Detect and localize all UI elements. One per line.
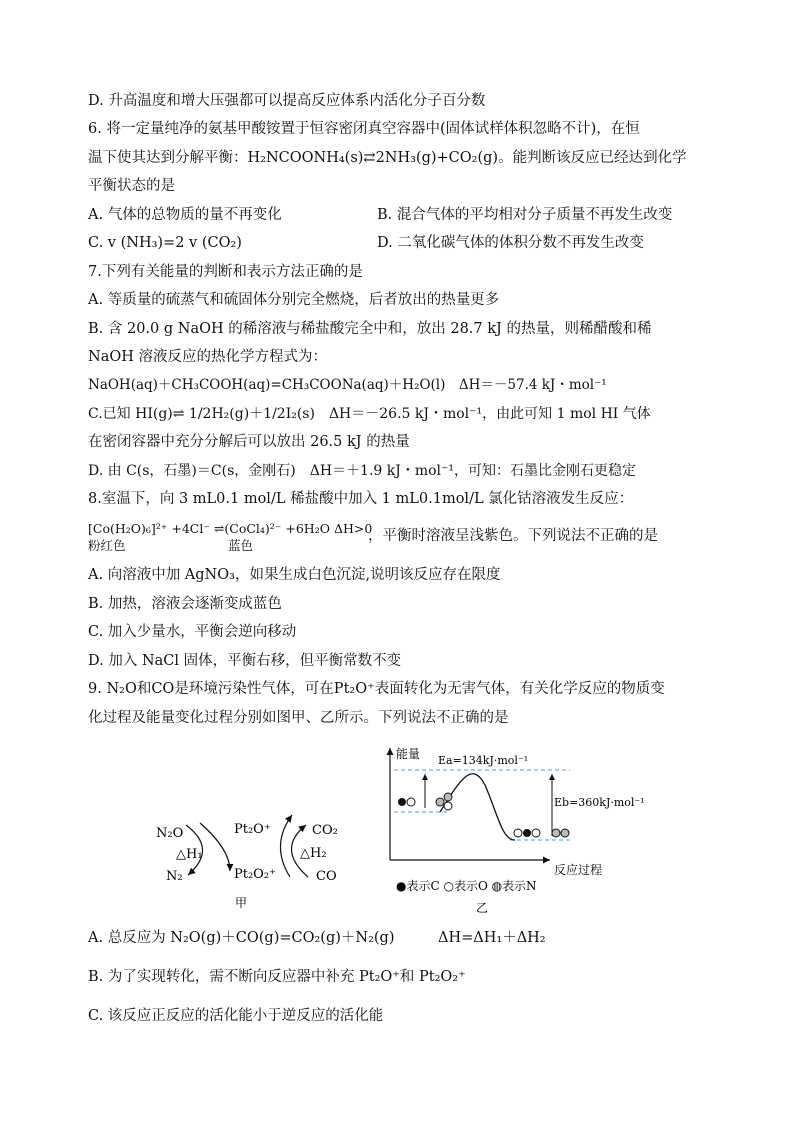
q6-option-a: A. 气体的总物质的量不再变化 bbox=[88, 207, 282, 223]
q7-option-b-3: NaOH(aq)＋CH₃COOH(aq)=CH₃COONa(aq)＋H₂O(l) ΔH＝－57.4 kJ・mol⁻¹ bbox=[88, 377, 607, 393]
yi-eb: Eb=360kJ·mol⁻¹ bbox=[554, 796, 645, 809]
q8-blue-label: 蓝色 bbox=[228, 538, 254, 553]
jia-dh1: △H₁ bbox=[176, 847, 203, 862]
yi-atom-n2 bbox=[444, 793, 452, 801]
q8-equation: [Co(H₂O)₆]²⁺ +4Cl⁻ ⇌(CoCl₄)²⁻ +6H₂O ΔH>0 bbox=[88, 521, 373, 536]
q8-option-d: D. 加入 NaCl 固体，平衡右移，但平衡常数不变 bbox=[88, 653, 402, 669]
diagram-jia bbox=[140, 745, 390, 915]
q6-stem-2: 温下使其达到分解平衡：H₂NCOONH₄(s)⇄2NH₃(g)+CO₂(g)。能判断该反应已经达到化学 bbox=[88, 150, 687, 166]
yi-atom-n1 bbox=[436, 798, 444, 806]
yi-atom-c2 bbox=[523, 829, 531, 837]
q8-option-c: C. 加入少量水，平衡会逆向移动 bbox=[88, 624, 297, 640]
yi-ea: Ea=134kJ·mol⁻¹ bbox=[438, 754, 529, 767]
q8-option-a: A. 向溶液中加 AgNO₃，如果生成白色沉淀,说明该反应存在限度 bbox=[88, 567, 501, 583]
yi-caption: 乙 bbox=[476, 901, 489, 915]
q6-option-d: D. 二氧化碳气体的体积分数不再发生改变 bbox=[377, 235, 644, 251]
yi-atom-o1 bbox=[407, 798, 415, 806]
jia-n2o: N₂O bbox=[156, 826, 184, 841]
yi-legend: ●表示C ○表示O ◍表示N bbox=[396, 879, 537, 893]
jia-dh2: △H₂ bbox=[300, 846, 327, 861]
yi-atom-o4 bbox=[532, 829, 540, 837]
q7-option-b-1: B. 含 20.0 g NaOH 的稀溶液与稀盐酸完全中和，放出 28.7 kJ 的热量，则稀醋酸和稀 bbox=[88, 321, 652, 337]
q9-stem-1: 9. N₂O和CO是环境污染性气体，可在Pt₂O⁺表面转化为无害气体，有关化学反应的物质变 bbox=[88, 681, 665, 697]
q6-stem-3: 平衡状态的是 bbox=[88, 178, 175, 194]
yi-atom-c1 bbox=[398, 798, 406, 806]
q8-pink-label: 粉红色 bbox=[88, 538, 126, 553]
jia-arc-left-out bbox=[200, 823, 230, 871]
q8-stem-tail: ，平衡时溶液呈浅紫色。下列说法不正确的是 bbox=[368, 528, 658, 544]
q7-stem: 7.下列有关能量的判断和表示方法正确的是 bbox=[88, 264, 363, 280]
diagram-yi bbox=[380, 740, 645, 920]
jia-caption: 甲 bbox=[235, 896, 248, 910]
jia-arc-right-out bbox=[280, 815, 292, 877]
q6-stem-1: 6. 将一定量纯净的氨基甲酸铵置于恒容密闭真空容器中(固体试样体积忽略不计)，在恒 bbox=[88, 121, 640, 137]
q7-option-d: D. 由 C(s，石墨)＝C(s，金刚石) ΔH＝＋1.9 kJ・mol⁻¹，可知：石墨比金刚石更稳定 bbox=[88, 463, 637, 479]
q9-stem-2: 化过程及能量变化过程分别如图甲、乙所示。下列说法不正确的是 bbox=[88, 710, 509, 726]
jia-co2: CO₂ bbox=[312, 823, 338, 838]
q7-option-b-2: NaOH 溶液反应的热化学方程式为： bbox=[88, 349, 327, 365]
jia-co: CO bbox=[316, 869, 337, 884]
yi-ylabel: 能量 bbox=[396, 747, 421, 761]
yi-atom-o3 bbox=[514, 829, 522, 837]
q6-option-b: B. 混合气体的平均相对分子质量不再发生改变 bbox=[377, 207, 673, 223]
q5-option-d: D. 升高温度和增大压强都可以提高反应体系内活化分子百分数 bbox=[88, 93, 486, 109]
jia-pt2o2: Pt₂O₂⁺ bbox=[234, 867, 276, 882]
jia-n2: N₂ bbox=[166, 869, 183, 884]
q7-option-c-1: C.已知 HI(g)⇌ 1/2H₂(g)＋1/2I₂(s) ΔH＝－26.5 kJ・mol⁻¹，由此可知 1 mol HI 气体 bbox=[88, 406, 651, 422]
q8-stem-1: 8.室温下，向 3 mL0.1 mol/L 稀盐酸中加入 1 mL0.1mol/L 氯化钴溶液发生反应： bbox=[88, 491, 634, 507]
q9-option-b: B. 为了实现转化，需不断向反应器中补充 Pt₂O⁺和 Pt₂O₂⁺ bbox=[88, 969, 466, 985]
jia-pt2o: Pt₂O⁺ bbox=[234, 822, 271, 837]
q7-option-a: A. 等质量的硫蒸气和硫固体分别完全燃烧，后者放出的热量更多 bbox=[88, 292, 500, 308]
q9-option-c: C. 该反应正反应的活化能小于逆反应的活化能 bbox=[88, 1008, 384, 1024]
yi-xlabel: 反应过程 bbox=[554, 863, 603, 877]
yi-atom-o2 bbox=[444, 802, 452, 810]
q6-option-c: C. v (NH₃)=2 v (CO₂) bbox=[88, 235, 242, 251]
q7-option-c-2: 在密闭容器中充分分解后可以放出 26.5 kJ 的热量 bbox=[88, 434, 410, 450]
yi-atom-n4 bbox=[561, 829, 569, 837]
yi-atom-n3 bbox=[552, 829, 560, 837]
q8-option-b: B. 加热，溶液会逐渐变成蓝色 bbox=[88, 596, 282, 612]
q9-option-a: A. 总反应为 N₂O(g)＋CO(g)=CO₂(g)＋N₂(g) ΔH=ΔH₁＋ΔH₂ bbox=[88, 930, 546, 946]
